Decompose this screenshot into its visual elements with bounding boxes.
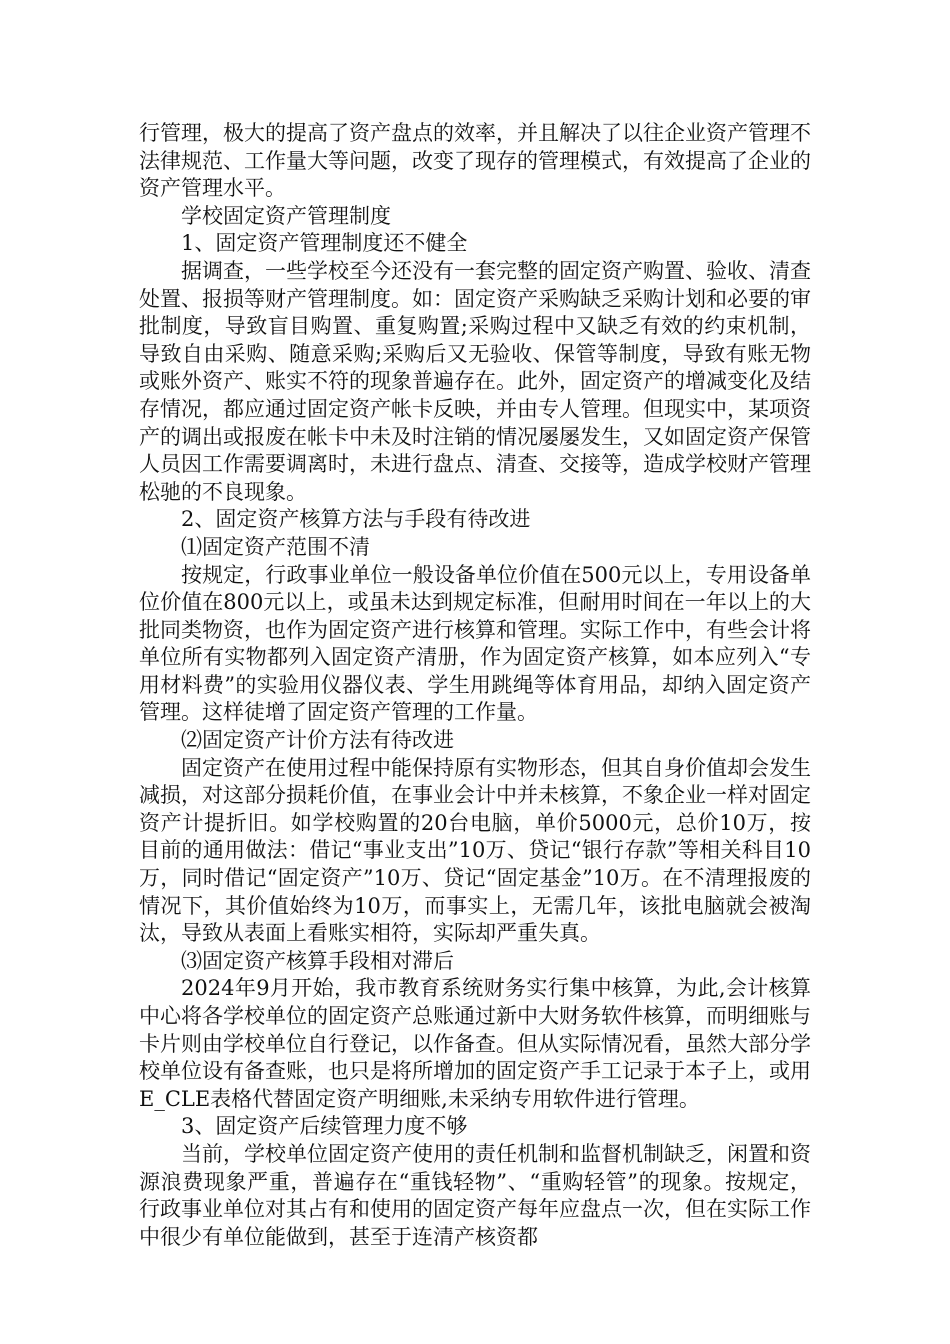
paragraph-2-2: 固定资产在使用过程中能保持原有实物形态，但其自身价值却会发生减损，对这部分损耗价值，在事业会计中并未核算，不象企业一样对固定资产计提折旧。如学校购置的20台电脑，单价5000元，总价10万，按目前的通用做法：借记“事业支出”10万、贷记“银行存款”等相关科目10万，同时借记“固定资产”10万、贷记“固定基金”10万。在不清理报废的情况下，其价值始终为10万，而事实上，无需几年，该批电脑就会被淘汰，导致从表面上看账实相符，实际却严重失真。: [139, 755, 811, 946]
subheading-2-2: ⑵固定资产计价方法有待改进: [181, 728, 454, 753]
heading-2: 2、固定资产核算方法与手段有待改进: [181, 507, 531, 532]
heading-1: 1、固定资产管理制度还不健全: [181, 231, 468, 256]
paragraph-continuation: 行管理，极大的提高了资产盘点的效率，并且解决了以往企业资产管理不法律规范、工作量大等问题，改变了现存的管理模式，有效提高了企业的资产管理水平。: [139, 121, 811, 201]
heading-3: 3、固定资产后续管理力度不够: [181, 1114, 468, 1139]
paragraph-1: 据调查，一些学校至今还没有一套完整的固定资产购置、验收、清查处置、报损等财产管理制度。如：固定资产采购缺乏采购计划和必要的审批制度，导致盲目购置、重复购置;采购过程中又缺乏有效的约束机制，导致自由采购、随意采购;采购后又无验收、保管等制度，导致有账无物或账外资产、账实不符的现象普遍存在。此外，固定资产的增减变化及结存情况，都应通过固定资产帐卡反映，并由专人管理。但现实中，某项资产的调出或报废在帐卡中未及时注销的情况屡屡发生，又如固定资产保管人员因工作需要调离时，未进行盘点、清查、交接等，造成学校财产管理松驰的不良现象。: [139, 258, 811, 504]
paragraph-2-3: 2024年9月开始，我市教育系统财务实行集中核算，为此,会计核算中心将各学校单位的固定资产总账通过新中大财务软件核算，而明细账与卡片则由学校单位自行登记，以作备查。但从实际情况看，虽然大部分学校单位设有备查账，也只是将所增加的固定资产手工记录于本子上，或用E_CLE表格代替固定资产明细账,未采纳专用软件进行管理。: [139, 976, 811, 1111]
document-page: [139, 120, 811, 1251]
section-title: 学校固定资产管理制度: [181, 203, 391, 228]
subheading-2-3: ⑶固定资产核算手段相对滞后: [181, 948, 454, 973]
paragraph-2-1: 按规定，行政事业单位一般设备单位价值在500元以上，专用设备单位价值在800元以上，或虽未达到规定标准，但耐用时间在一年以上的大批同类物资，也作为固定资产进行核算和管理。实际工作中，有些会计将单位所有实物都列入固定资产清册，作为固定资产核算，如本应列入“专用材料费”的实验用仪器仪表、学生用跳绳等体育用品，却纳入固定资产管理。这样徒增了固定资产管理的工作量。: [139, 562, 811, 725]
subheading-2-1: ⑴固定资产范围不清: [181, 534, 370, 559]
paragraph-3: 当前，学校单位固定资产使用的责任机制和监督机制缺乏，闲置和资源浪费现象严重，普遍存在“重钱轻物”、“重购轻管”的现象。按规定，行政事业单位对其占有和使用的固定资产每年应盘点一次，但在实际工作中很少有单位能做到，甚至于连清产核资都: [139, 1141, 811, 1249]
